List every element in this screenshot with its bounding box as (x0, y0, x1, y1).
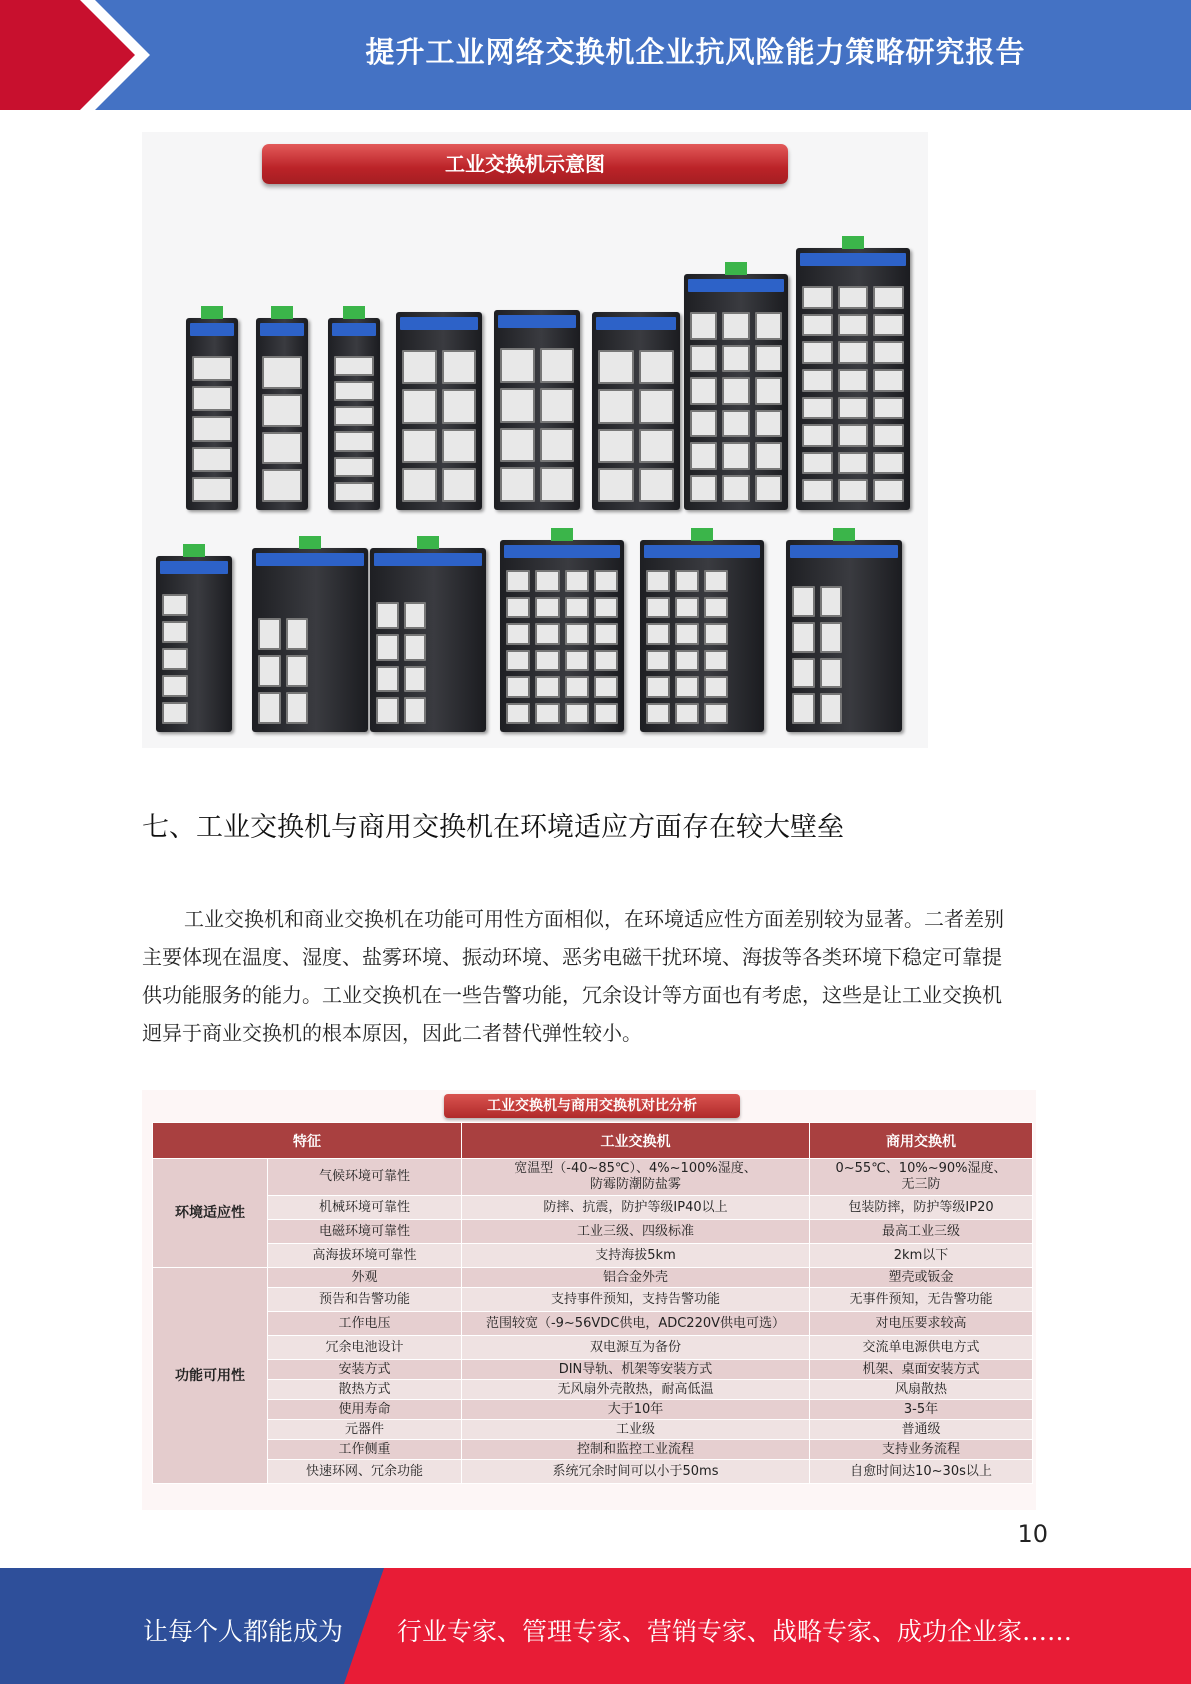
table-row (153, 1380, 1033, 1400)
switch-image (640, 540, 764, 732)
table-row (153, 1336, 1033, 1360)
industrial-cell: 双电源互为备份 (462, 1336, 810, 1360)
page-footer (0, 1568, 1191, 1684)
table-row (153, 1196, 1033, 1220)
commercial-cell: 无事件预知，无告警功能 (810, 1288, 1033, 1312)
industrial-cell: 支持事件预知，支持告警功能 (462, 1288, 810, 1312)
paragraph-line: 迥异于商业交换机的根本原因，因此二者替代弹性较小。 (142, 1021, 642, 1045)
industrial-cell: 工业级 (462, 1420, 810, 1440)
commercial-cell: 支持业务流程 (810, 1440, 1033, 1460)
paragraph-line: 供功能服务的能力。工业交换机在一些告警功能，冗余设计等方面也有考虑，这些是让工业交换机 (142, 983, 1002, 1007)
section-heading: 七、工业交换机与商用交换机在环境适应方面存在较大壁垒 (142, 812, 844, 843)
switch-image (500, 540, 624, 732)
industrial-cell: 防摔、抗震，防护等级IP40以上 (462, 1196, 810, 1220)
switch-image (684, 274, 788, 510)
commercial-cell: 2km以下 (810, 1244, 1033, 1268)
table-row (153, 1288, 1033, 1312)
industrial-switch-figure (142, 132, 928, 748)
feature-cell: 散热方式 (268, 1380, 462, 1400)
industrial-cell: DIN导轨、机架等安装方式 (462, 1360, 810, 1380)
commercial-cell: 最高工业三级 (810, 1220, 1033, 1244)
commercial-cell: 普通级 (810, 1420, 1033, 1440)
page-number: 10 (1017, 1520, 1048, 1548)
switch-image (256, 318, 308, 510)
feature-cell: 电磁环境可靠性 (268, 1220, 462, 1244)
table-row (153, 1440, 1033, 1460)
commercial-cell: 对电压要求较高 (810, 1312, 1033, 1336)
feature-cell: 冗余电池设计 (268, 1336, 462, 1360)
table-header-row (153, 1123, 1033, 1159)
page-header (0, 0, 1191, 110)
switch-image (494, 310, 580, 510)
switch-image (252, 548, 368, 732)
comparison-table-figure (142, 1090, 1036, 1510)
commercial-cell: 机架、桌面安装方式 (810, 1360, 1033, 1380)
paragraph-line: 主要体现在温度、湿度、盐雾环境、振动环境、恶劣电磁干扰环境、海拔等各类环境下稳定可靠提 (142, 945, 1002, 969)
switch-image (328, 318, 380, 510)
feature-cell: 机械环境可靠性 (268, 1196, 462, 1220)
industrial-cell: 支持海拔5km (462, 1244, 810, 1268)
feature-cell: 气候环境可靠性 (268, 1159, 462, 1196)
commercial-cell: 3-5年 (810, 1400, 1033, 1420)
footer-slogan-left: 让每个人都能成为 (143, 1617, 344, 1646)
industrial-cell: 系统冗余时间可以小于50ms (462, 1460, 810, 1484)
table-row (153, 1220, 1033, 1244)
commercial-cell: 包装防摔，防护等级IP20 (810, 1196, 1033, 1220)
table-row (153, 1244, 1033, 1268)
feature-cell: 外观 (268, 1268, 462, 1288)
feature-cell: 安装方式 (268, 1360, 462, 1380)
table-row (153, 1268, 1033, 1288)
commercial-cell: 风扇散热 (810, 1380, 1033, 1400)
category-cell: 环境适应性 (153, 1159, 268, 1268)
table-row (153, 1360, 1033, 1380)
industrial-cell: 控制和监控工业流程 (462, 1440, 810, 1460)
commercial-cell: 0~55℃、10%~90%湿度、 无三防 (810, 1159, 1033, 1196)
report-title: 提升工业网络交换机企业抗风险能力策略研究报告 (365, 35, 1026, 69)
header-industrial: 工业交换机 (462, 1123, 810, 1159)
industrial-cell: 铝合金外壳 (462, 1268, 810, 1288)
table-banner: 工业交换机与商用交换机对比分析 (444, 1094, 740, 1118)
switch-image (156, 556, 232, 732)
switch-image (592, 312, 680, 510)
switch-image (786, 540, 902, 732)
comparison-table (152, 1122, 1033, 1484)
commercial-cell: 自愈时间达10~30s以上 (810, 1460, 1033, 1484)
feature-cell: 高海拔环境可靠性 (268, 1244, 462, 1268)
switch-image (796, 248, 910, 510)
header-feature: 特征 (153, 1123, 462, 1159)
table-row (153, 1312, 1033, 1336)
industrial-cell: 宽温型（-40~85℃）、4%~100%湿度、 防霉防潮防盐雾 (462, 1159, 810, 1196)
category-cell: 功能可用性 (153, 1268, 268, 1484)
footer-slogan-right: 行业专家、管理专家、营销专家、战略专家、成功企业家…… (397, 1617, 1073, 1646)
switch-image (396, 312, 482, 510)
industrial-cell: 无风扇外壳散热，耐高低温 (462, 1380, 810, 1400)
commercial-cell: 交流单电源供电方式 (810, 1336, 1033, 1360)
industrial-cell: 范围较宽（-9~56VDC供电，ADC220V供电可选） (462, 1312, 810, 1336)
table-row (153, 1400, 1033, 1420)
header-commercial: 商用交换机 (810, 1123, 1033, 1159)
table-row (153, 1159, 1033, 1196)
feature-cell: 工作电压 (268, 1312, 462, 1336)
switch-image (186, 318, 238, 510)
feature-cell: 预告和告警功能 (268, 1288, 462, 1312)
table-row (153, 1460, 1033, 1484)
industrial-cell: 大于10年 (462, 1400, 810, 1420)
body-paragraph (142, 900, 1047, 1052)
feature-cell: 元器件 (268, 1420, 462, 1440)
figure-banner: 工业交换机示意图 (262, 144, 788, 184)
table-row (153, 1420, 1033, 1440)
paragraph-line: 工业交换机和商业交换机在功能可用性方面相似，在环境适应性方面差别较为显著。二者差别 (184, 907, 1004, 931)
industrial-cell: 工业三级、四级标准 (462, 1220, 810, 1244)
feature-cell: 工作侧重 (268, 1440, 462, 1460)
commercial-cell: 塑壳或钣金 (810, 1268, 1033, 1288)
feature-cell: 快速环网、冗余功能 (268, 1460, 462, 1484)
switch-image (370, 548, 486, 732)
feature-cell: 使用寿命 (268, 1400, 462, 1420)
